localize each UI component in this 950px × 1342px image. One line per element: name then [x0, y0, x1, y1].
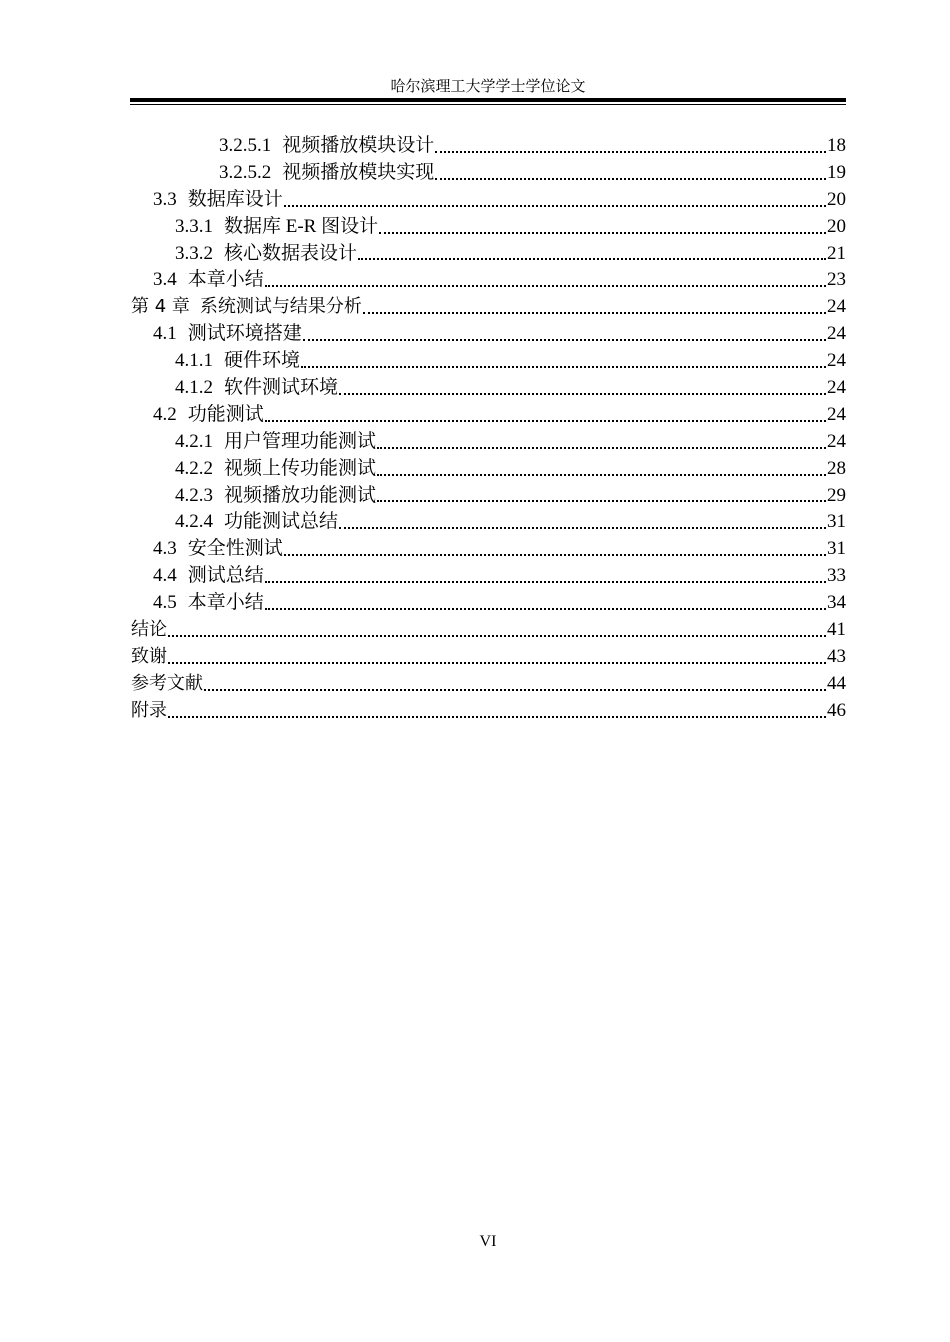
toc-entry-number: 4.2 [153, 403, 177, 425]
toc-entry-title: 安全性测试 [187, 538, 283, 560]
toc-entry-page: 21 [827, 242, 846, 264]
toc-entry-number: 4.2.1 [175, 430, 213, 452]
toc-entry-page: 24 [827, 296, 846, 318]
toc-entry-page: 24 [827, 430, 846, 452]
toc-entry-page: 28 [827, 457, 846, 479]
toc-entry-title: 用户管理功能测试 [224, 430, 377, 452]
toc-entry-page: 29 [827, 484, 846, 506]
page-header: 哈尔滨理工大学学士学位论文 [390, 79, 586, 95]
toc-dot-leader [204, 689, 826, 691]
toc-entry[interactable] [131, 267, 846, 294]
toc-entry-page: 20 [827, 188, 846, 210]
toc-entry-number: 3.2.5.1 [219, 135, 272, 156]
toc-dot-leader [284, 554, 826, 556]
toc-entry-page: 24 [827, 350, 846, 372]
toc-entry-number: 4.2.4 [175, 511, 213, 533]
toc-entry-title: 视频播放模块设计 [282, 135, 435, 156]
toc-entry-number: 4.1.2 [175, 377, 213, 399]
toc-entry-title: 系统测试与结果分析 [199, 296, 362, 318]
toc-entry-page: 23 [827, 269, 846, 291]
toc-entry-number: 第 4 章 [131, 296, 190, 318]
toc-entry[interactable] [131, 536, 846, 563]
toc-dot-leader [168, 662, 826, 664]
toc-entry[interactable] [131, 644, 846, 671]
toc-entry-page: 46 [827, 699, 846, 721]
toc-entry[interactable] [131, 483, 846, 510]
toc-entry-number: 3.3.1 [175, 215, 213, 237]
toc-entry[interactable] [131, 133, 846, 160]
toc-dot-leader [265, 285, 826, 287]
toc-entry-title: 参考文献 [131, 672, 203, 694]
toc-dot-leader [377, 474, 826, 476]
toc-dot-leader [168, 716, 826, 718]
toc-entry[interactable] [131, 294, 846, 321]
toc-entry-number: 3.4 [153, 269, 177, 291]
toc-entry-title: 测试环境搭建 [187, 323, 302, 345]
toc-entry[interactable] [131, 348, 846, 375]
toc-entry[interactable] [131, 187, 846, 214]
toc-dot-leader [265, 581, 826, 583]
toc-entry[interactable] [131, 698, 846, 725]
toc-dot-leader [377, 447, 826, 449]
toc-entry[interactable] [131, 214, 846, 241]
toc-entry-title: 功能测试 [187, 403, 264, 425]
toc-entry-number: 4.1 [153, 323, 177, 345]
toc-entry-title: 视频播放功能测试 [224, 484, 377, 506]
toc-entry-number: 4.3 [153, 538, 177, 560]
toc-dot-leader [303, 339, 826, 341]
toc-entry-title: 结论 [131, 619, 167, 641]
toc-entry-page: 18 [827, 135, 846, 156]
toc-entry[interactable] [131, 590, 846, 617]
toc-entry-title: 软件测试环境 [224, 377, 339, 399]
toc-entry-title: 视频播放模块实现 [282, 161, 435, 183]
toc-dot-leader [301, 366, 826, 368]
toc-dot-leader [284, 205, 826, 207]
toc-entry[interactable] [131, 509, 846, 536]
toc-entry[interactable] [131, 375, 846, 402]
toc-entry-title: 硬件环境 [224, 350, 301, 372]
header-rule-thin [130, 104, 846, 105]
toc-dot-leader [363, 312, 826, 314]
toc-entry-page: 41 [827, 619, 846, 641]
toc-entry[interactable] [131, 671, 846, 698]
toc-entry[interactable] [131, 241, 846, 268]
toc-entry[interactable] [131, 402, 846, 429]
toc-entry-title: 致谢 [131, 645, 167, 667]
toc-entry-title: 功能测试总结 [224, 511, 339, 533]
toc-entry-page: 20 [827, 215, 846, 237]
toc-dot-leader [377, 500, 826, 502]
table-of-contents [131, 133, 846, 725]
toc-entry-number: 4.2.2 [175, 457, 213, 479]
toc-dot-leader [379, 232, 826, 234]
toc-entry-page: 19 [827, 161, 846, 183]
toc-entry-number: 3.3 [153, 188, 177, 210]
toc-entry[interactable] [131, 563, 846, 590]
toc-entry-page: 34 [827, 592, 846, 614]
toc-dot-leader [435, 151, 826, 153]
toc-entry-title: 数据库设计 [187, 188, 283, 210]
toc-dot-leader [435, 178, 826, 180]
toc-entry-page: 24 [827, 377, 846, 399]
toc-entry[interactable] [131, 321, 846, 348]
toc-dot-leader [265, 420, 826, 422]
toc-entry-title: 本章小结 [187, 269, 264, 291]
toc-entry-page: 24 [827, 323, 846, 345]
page-number: VI [479, 1233, 497, 1250]
toc-entry-title: 数据库 E-R 图设计 [224, 215, 379, 237]
toc-dot-leader [358, 258, 826, 260]
toc-entry-title: 测试总结 [187, 565, 264, 587]
toc-entry-number: 3.2.5.2 [219, 161, 272, 183]
toc-dot-leader [339, 527, 826, 529]
toc-entry-number: 4.1.1 [175, 350, 213, 372]
toc-entry-number: 4.4 [153, 565, 177, 587]
toc-entry-title: 核心数据表设计 [224, 242, 358, 264]
toc-entry-page: 33 [827, 565, 846, 587]
toc-entry-number: 4.5 [153, 592, 177, 614]
toc-entry-page: 31 [827, 538, 846, 560]
toc-entry-title: 本章小结 [187, 592, 264, 614]
toc-entry-number: 4.2.3 [175, 484, 213, 506]
toc-entry-title: 附录 [131, 699, 167, 721]
toc-entry[interactable] [131, 456, 846, 483]
toc-entry-page: 31 [827, 511, 846, 533]
toc-entry[interactable] [131, 160, 846, 187]
toc-entry-page: 43 [827, 645, 846, 667]
toc-entry-page: 24 [827, 403, 846, 425]
toc-entry-title: 视频上传功能测试 [224, 457, 377, 479]
header-rule-thick [130, 98, 846, 102]
toc-entry-page: 44 [827, 672, 846, 694]
toc-dot-leader [265, 608, 826, 610]
toc-dot-leader [339, 393, 826, 395]
toc-entry[interactable] [131, 429, 846, 456]
toc-entry-number: 3.3.2 [175, 242, 213, 264]
toc-entry[interactable] [131, 617, 846, 644]
toc-dot-leader [168, 635, 826, 637]
